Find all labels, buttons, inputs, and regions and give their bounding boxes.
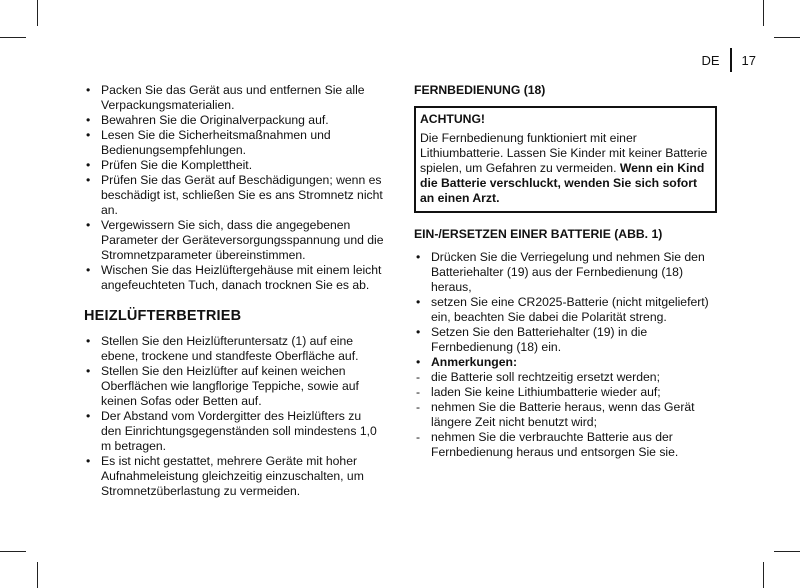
page-header	[701, 48, 756, 72]
crop-mark	[37, 562, 38, 588]
crop-mark	[774, 37, 800, 38]
notes-list	[414, 370, 717, 460]
section-title-battery: EIN-/ERSETZEN EINER BATTERIE (ABB. 1)	[414, 227, 663, 241]
section-title-remote: FERNBEDIENUNG (18)	[414, 83, 546, 97]
right-column	[414, 83, 717, 460]
list-item: • setzen Sie eine CR2025-Batterie (nicht mitgeliefert) ein, beachten Sie dabei die Polarität streng.	[414, 295, 717, 325]
list-item: • Stellen Sie den Heizlüfteruntersatz (1) auf eine ebene, trockene und standfeste Oberfläche auf.	[84, 334, 384, 364]
list-item: • Setzen Sie den Batteriehalter (19) in die Fernbedienung (18) ein.	[414, 325, 717, 355]
note-item: - die Batterie soll rechtzeitig ersetzt werden;	[414, 370, 717, 385]
warning-emphasis: Wenn ein Kind die Batterie verschluckt, wenden Sie sich sofort an einen Arzt.	[420, 161, 705, 205]
list-item: • Vergewissern Sie sich, dass die angegebenen Parameter der Geräteversorgungsspannung und die Stromnetzparameter übereinstimmen.	[84, 218, 384, 263]
page-number: 17	[741, 52, 756, 68]
unpacking-list	[84, 83, 384, 293]
list-item: • Stellen Sie den Heizlüfter auf keinen weichen Oberflächen wie langflorige Teppiche, sowie auf keinen Sofas oder Betten auf.	[84, 364, 384, 409]
crop-mark	[774, 551, 800, 552]
notes-label: Anmerkungen:	[431, 355, 517, 369]
crop-mark	[0, 37, 26, 38]
crop-mark	[763, 0, 764, 26]
list-item: • Bewahren Sie die Originalverpackung auf.	[84, 113, 384, 128]
list-item: • Wischen Sie das Heizlüftergehäuse mit einem leicht angefeuchteten Tuch, danach trocknen Sie es ab.	[84, 263, 384, 293]
warning-body: Die Fernbedienung funktioniert mit einer Lithiumbatterie. Lassen Sie Kinder mit keiner Batterie spielen, um Gefahren zu vermeiden.	[420, 131, 708, 175]
list-item-notes	[414, 355, 717, 460]
operation-list	[84, 334, 384, 499]
list-item: • Packen Sie das Gerät aus und entfernen Sie alle Verpackungsmaterialien.	[84, 83, 384, 113]
warning-text	[420, 131, 711, 206]
header-divider	[730, 48, 732, 72]
crop-mark	[763, 562, 764, 588]
warning-box	[414, 106, 717, 213]
note-item: - laden Sie keine Lithiumbatterie wieder auf;	[414, 385, 717, 400]
crop-mark	[0, 551, 26, 552]
list-item: • Lesen Sie die Sicherheitsmaßnahmen und Bedienungsempfehlungen.	[84, 128, 384, 158]
list-item: • Prüfen Sie das Gerät auf Beschädigungen; wenn es beschädigt ist, schließen Sie es ans Stromnetz nicht an.	[84, 173, 384, 218]
warning-title: ACHTUNG!	[420, 112, 485, 126]
language-code: DE	[701, 52, 720, 68]
section-title-heater-operation: HEIZLÜFTERBETRIEB	[84, 308, 242, 324]
list-item: • Der Abstand vom Vordergitter des Heizlüfters zu den Einrichtungsgegenständen soll mindestens 1,0 m betragen.	[84, 409, 384, 454]
list-item: • Drücken Sie die Verriegelung und nehmen Sie den Batteriehalter (19) aus der Fernbedienung (18) heraus,	[414, 250, 717, 295]
crop-mark	[37, 0, 38, 26]
note-item: - nehmen Sie die Batterie heraus, wenn das Gerät längere Zeit nicht benutzt wird;	[414, 400, 717, 430]
list-item: • Es ist nicht gestattet, mehrere Geräte mit hoher Aufnahmeleistung gleichzeitig einzuschalten, um Stromnetzüberlastung zu vermeiden.	[84, 454, 384, 499]
left-column	[84, 83, 384, 499]
note-item: - nehmen Sie die verbrauchte Batterie aus der Fernbedienung heraus und entsorgen Sie sie.	[414, 430, 717, 460]
list-item: • Prüfen Sie die Komplettheit.	[84, 158, 384, 173]
battery-list	[414, 250, 717, 460]
